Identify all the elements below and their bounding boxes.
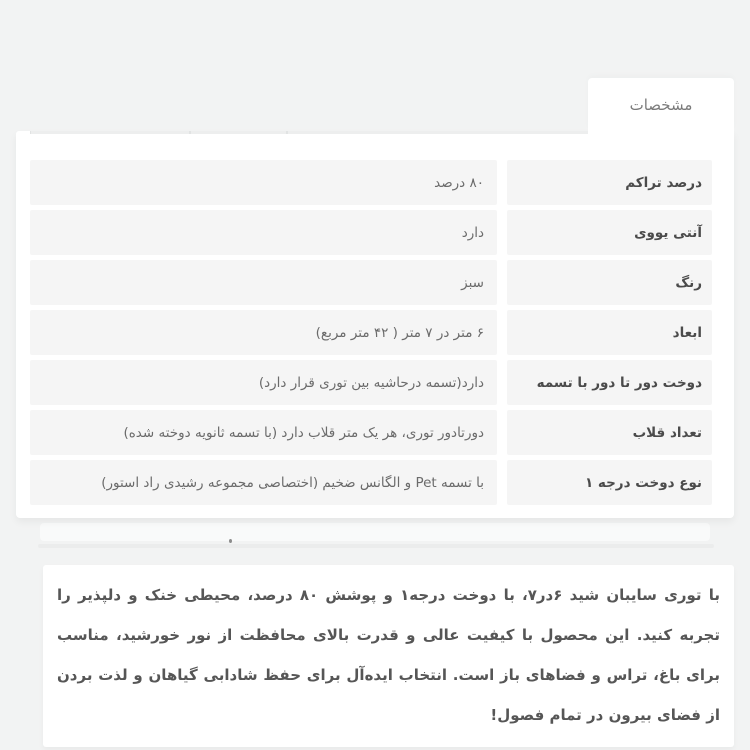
card-shadow-line <box>38 544 714 548</box>
spec-value-cell <box>30 310 497 355</box>
stray-dot <box>229 539 232 543</box>
spec-label-text: نوع دوخت درجه ۱ <box>584 474 702 491</box>
specifications-card <box>16 131 734 518</box>
spec-value-text: ۸۰ درصد <box>434 174 484 191</box>
spec-value-text: سبز <box>461 274 484 291</box>
spec-label-text: درصد تراکم <box>625 174 702 191</box>
spec-label-text: رنگ <box>675 274 702 291</box>
spec-row <box>16 160 734 205</box>
spec-row <box>16 210 734 255</box>
spec-label-text: ابعاد <box>672 324 702 341</box>
spec-label-cell <box>507 410 712 455</box>
hidden-tab-edge <box>287 131 588 134</box>
spec-value-cell <box>30 160 497 205</box>
spec-value-text: با تسمه Pet و الگانس ضخیم (اختصاصی مجموعه رشیدی راد استور) <box>101 474 484 491</box>
spec-value-text: دورتادور توری، هر یک متر قلاب دارد (با تسمه ثانویه دوخته شده) <box>123 424 484 441</box>
description-text: با توری سایبان شید ۶در۷، با دوخت درجه۱ و پوشش ۸۰ درصد، محیطی خنک و دلپذیر را تجربه کنید. این محصول با کیفیت عالی و قدرت بالای محافظت از نور خورشید، مناسب برای باغ، تراس و فضاهای باز است. انتخاب ایده‌آل برای حفظ شادابی گیاهان و لذت بردن از فضای بیرون در تمام فصول! <box>57 586 720 724</box>
description-card <box>43 565 734 747</box>
spec-row <box>16 360 734 405</box>
card-shadow-strip <box>40 523 710 541</box>
spec-value-cell <box>30 410 497 455</box>
spec-label-cell <box>507 310 712 355</box>
spec-row <box>16 260 734 305</box>
spec-label-cell <box>507 460 712 505</box>
spec-label-cell <box>507 160 712 205</box>
tab-specifications[interactable] <box>588 78 734 131</box>
spec-value-cell <box>30 260 497 305</box>
spec-table <box>16 160 734 505</box>
spec-value-cell <box>30 460 497 505</box>
spec-label-cell <box>507 360 712 405</box>
tab-specifications-label: مشخصات <box>629 95 693 114</box>
spec-value-text: دارد <box>461 224 484 241</box>
hidden-tab-edge <box>30 131 190 134</box>
spec-label-text: تعداد قلاب <box>632 424 702 441</box>
spec-row <box>16 310 734 355</box>
spec-value-cell <box>30 360 497 405</box>
spec-value-text: دارد(تسمه درحاشیه بین توری قرار دارد) <box>258 374 484 391</box>
hidden-tab-edge <box>190 131 287 134</box>
spec-row <box>16 460 734 505</box>
spec-value-cell <box>30 210 497 255</box>
spec-row <box>16 410 734 455</box>
spec-value-text: ۶ متر در ۷ متر ( ۴۲ متر مربع) <box>315 324 484 341</box>
spec-label-cell <box>507 260 712 305</box>
spec-label-cell <box>507 210 712 255</box>
spec-label-text: آنتی یووی <box>634 224 702 241</box>
spec-label-text: دوخت دور تا دور با تسمه <box>536 374 702 391</box>
